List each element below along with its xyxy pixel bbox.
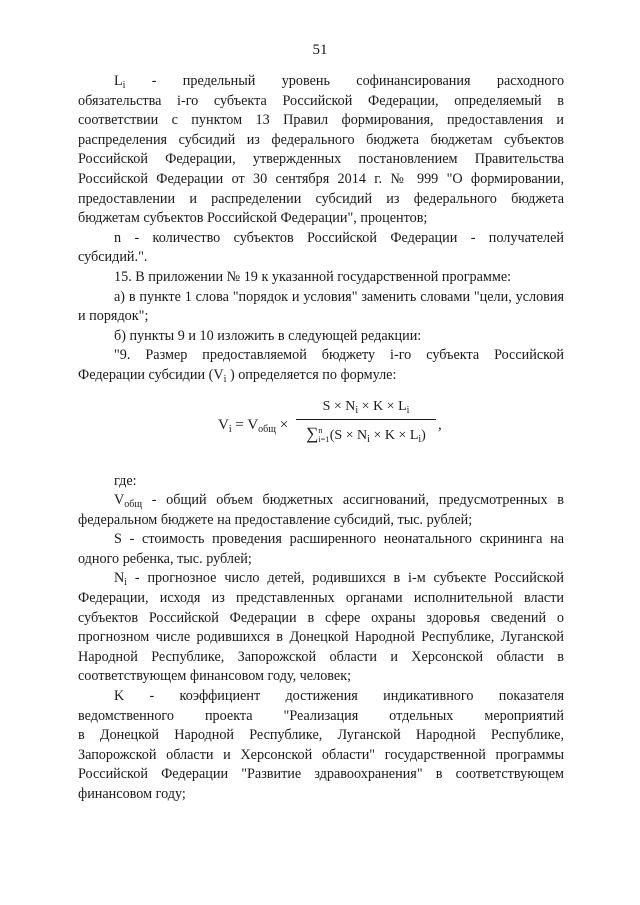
- formula-denominator: ∑ n i=1 $(S \times N_i \times K \times L_i)$: [306, 423, 426, 445]
- document-body: [78, 72, 564, 805]
- k-definition-text: в Донецкой Народной Республике, Луганской Народной Республике, Запорожской области и Херсонской области" государственной программы Российской Федерации "Развитие здравоохранения" в соответствующем финансовом году;: [78, 727, 564, 802]
- paragraph-item-9: "9. Размер предоставляемой бюджету i-го субъекта Российской Федерации субсидии ($V_i$ ) определяется по формуле:: [78, 347, 564, 385]
- k-definition-second-line: ведомственного проекта "Реализация отдельных мероприятий: [78, 707, 564, 724]
- paragraph-item-a: а) в пункте 1 слова "порядок и условия" заменить словами "цели, условия и порядок";: [78, 288, 564, 325]
- formula-left-side: $V_i = V_{общ}$ ×: [218, 416, 289, 435]
- paragraph-item-b: б) пункты 9 и 10 изложить в следующей редакции:: [114, 327, 422, 344]
- limit-definition-text: обязательства i-го субъекта Российской Федерации, определяемый в соответствии с пунктом 13 Правил формирования, предоставления и распределения субсидий из федерального бюджета бюджетам субъектов Российской Федерации, утвержденных постановлением Правительства Российской Федерации от 30 сентября 2014 г. № 999 "О формировании, предоставлении и распределении субсидий из федерального бюджета бюджетам субъектов Российской Федерации", процентов;: [78, 92, 564, 227]
- paragraph-k-definition: [78, 687, 564, 805]
- paragraph-item-15: 15. В приложении № 19 к указанной государственной программе:: [114, 268, 512, 285]
- paragraph-v-definition: $V_{общ}$ - общий объем бюджетных ассигнований, предусмотренных в федеральном бюджете на предоставление субсидий, тыс. рублей;: [78, 492, 564, 528]
- k-definition-first-line: K - коэффициент достижения индикативного показателя: [114, 688, 565, 705]
- formula-fraction: [296, 396, 436, 447]
- paragraph-n-children-definition: $N_i$ - прогнозное число детей, родившихся в i-м субъекте Российской Федерации, исходя из представленных органами исполнительной власти субъектов Российской Федерации в сфере охраны здоровья сведений о прогнозном числе родившихся в Донецкой Народной Республике, Луганской Народной Республике, Запорожской области и Херсонской области в соответствующем финансовом году, человек;: [78, 570, 564, 685]
- sum-limits: n i=1: [318, 425, 330, 445]
- where-label: где:: [114, 472, 137, 489]
- paragraph-n-definition: n - количество субъектов Российской Федерации - получателей субсидий.".: [78, 229, 564, 266]
- formula-numerator: $S \times N_i \times K \times L_i$: [322, 398, 410, 416]
- paragraph-limit-definition: [78, 72, 564, 229]
- page-number: 51: [312, 42, 328, 58]
- limit-definition-first-line: $L_i$ - предельный уровень софинансирования расходного: [114, 73, 565, 91]
- fraction-bar: [296, 419, 436, 420]
- paragraph-s-definition: S - стоимость проведения расширенного неонатального скрининга на одного ребенка, тыс. рублей;: [78, 531, 564, 567]
- subsidy-formula: $V_i = V_{общ}$ × $S \times N_i \times K \times L_i$ ∑ n i=1 $(S \times N_i \times K \times L_i)$ ,: [78, 390, 564, 466]
